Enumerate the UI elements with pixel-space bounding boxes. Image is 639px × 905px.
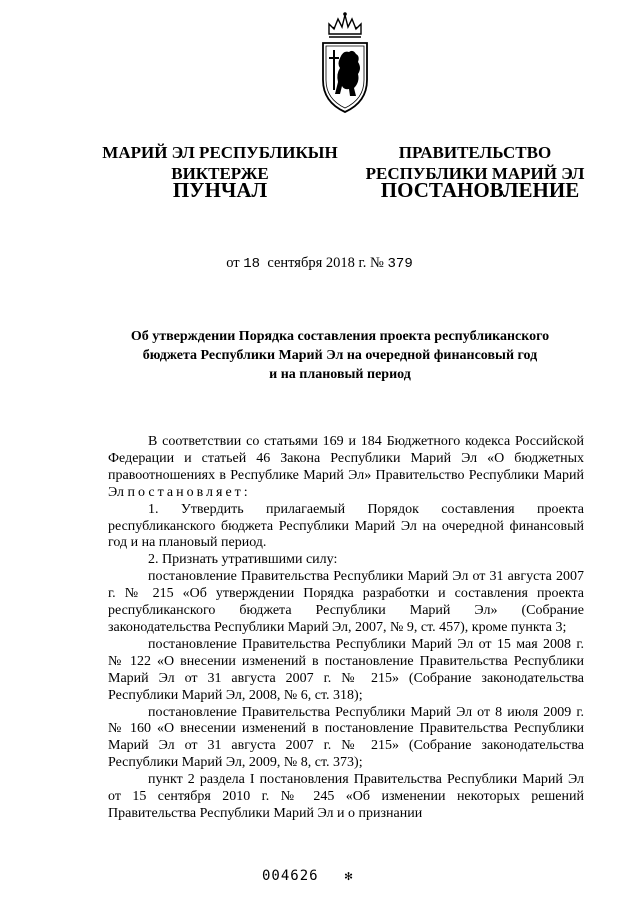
- header-right-line1: ПРАВИТЕЛЬСТВО: [398, 143, 552, 162]
- header-left-line1: МАРИЙ ЭЛ РЕСПУБЛИКЫН: [102, 143, 338, 162]
- title-line2: бюджета Республики Марий Эл на очередной финансовый год: [142, 348, 538, 363]
- paragraph-preamble: В соответствии со статьями 169 и 184 Бюджетного кодекса Российской Федерации и статьей 46 Закона Республики Марий Эл «О бюджетных правоотношениях в Республике Марий Эл» Правительство Республики Марий Эл постановляет:: [108, 434, 584, 500]
- date-line: [0, 255, 639, 272]
- doc-type-mari: ПУНЧАЛ: [172, 178, 268, 202]
- title-line3: и на плановый период: [269, 367, 411, 382]
- date-prefix: от: [226, 255, 240, 271]
- document-title: [80, 327, 600, 384]
- paragraph-repeal-1: постановление Правительства Республики Марий Эл от 31 августа 2007 г. № 215 «Об утверждении Порядка разработки и составления проекта республиканского бюджета Республики Марий Эл» (Собрание законодательства Республики Марий Эл, 2007, № 9, ст. 457), кроме пункта 3;: [108, 569, 584, 635]
- date-day: 18: [243, 256, 261, 272]
- coat-of-arms-icon: [316, 10, 374, 115]
- paragraph-item-2: 2. Признать утратившими силу:: [148, 552, 338, 568]
- document-body: [108, 434, 584, 823]
- paragraph-repeal-4: пункт 2 раздела I постановления Правительства Республики Марий Эл от 15 сентября 2010 г. № 245 «Об изменении некоторых решений Правительства Республики Марий Эл и о признании: [108, 772, 584, 821]
- paragraph-item-1: 1. Утвердить прилагаемый Порядок составления проекта республиканского бюджета Республики Марий Эл на очередной финансовый год и на плановый период.: [108, 501, 584, 551]
- title-line1: Об утверждении Порядка составления проекта республиканского: [130, 329, 550, 344]
- asterisk-mark-icon: ✻: [344, 869, 354, 884]
- header-left-line2: ВИКТЕРЖЕ: [171, 164, 269, 183]
- header-right-line2: РЕСПУБЛИКИ МАРИЙ ЭЛ: [365, 164, 585, 183]
- doc-type-russian: ПОСТАНОВЛЕНИЕ: [380, 178, 580, 202]
- resolves-word: постановляет:: [127, 484, 251, 500]
- date-month-year: сентября 2018 г. №: [267, 255, 384, 271]
- document-number: 379: [387, 256, 413, 272]
- paragraph-repeal-3: постановление Правительства Республики Марий Эл от 8 июля 2009 г. № 160 «О внесении изменений в постановление Правительства Республики Марий Эл от 31 августа 2007 г. № 215» (Собрание законодательства Республики Марий Эл, 2009, № 8, ст. 373);: [108, 704, 584, 771]
- form-serial: [262, 868, 353, 884]
- serial-number: 004626: [262, 868, 319, 884]
- paragraph-repeal-2: постановление Правительства Республики Марий Эл от 15 мая 2008 г. № 122 «О внесении изменений в постановление Правительства Республики Марий Эл от 31 августа 2007 г. № 215» (Собрание законодательства Республики Марий Эл, 2008, № 6, ст. 318);: [108, 636, 584, 703]
